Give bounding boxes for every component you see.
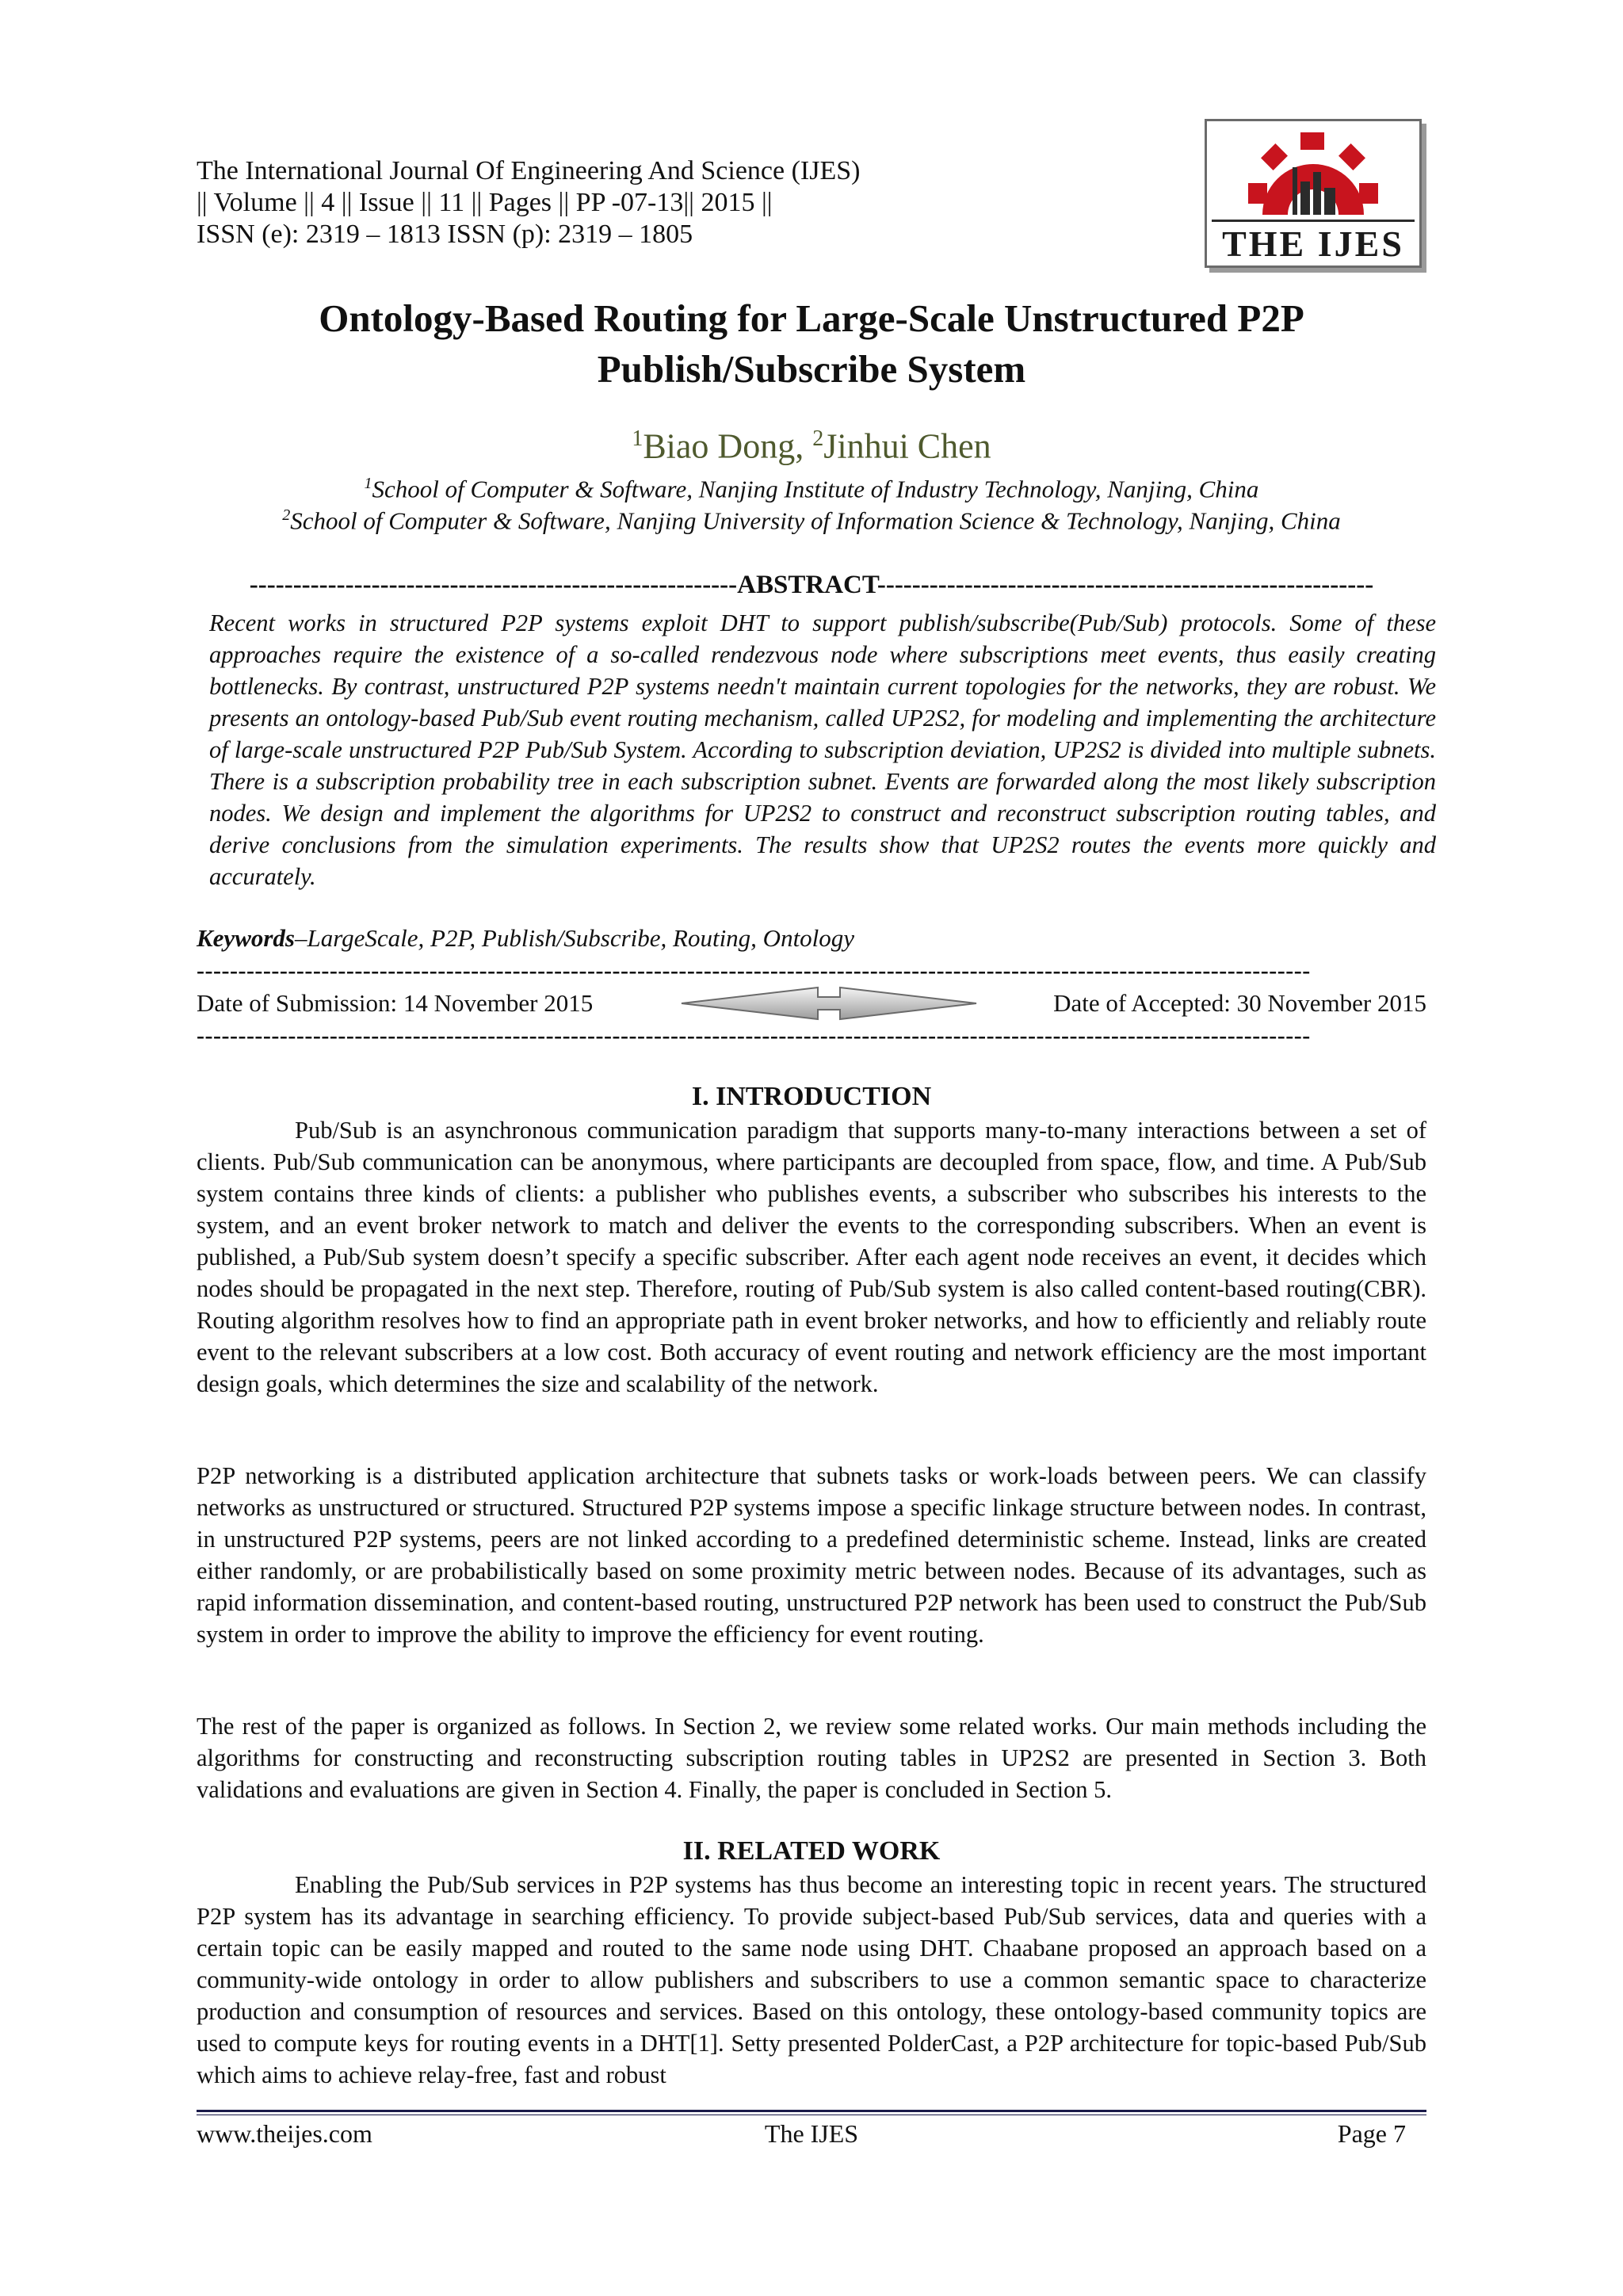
abstract-text: Recent works in structured P2P systems exploit DHT to support publish/subscribe(Pub/Sub) protocols. Some of these approaches require the existence of a so-called rendezvous node where subscriptions meet events, thus easily creating bottlenecks. By contrast, unstructured P2P systems needn't maintain current topologies for the networks, they are robust. We presents an ontology-based Pub/Sub event routing mechanism, called UP2S2, for modeling and implementing the architecture of large-scale unstructured P2P Pub/Sub System. According to subscription deviation, UP2S2 is divided into multiple subnets. There is a subscription probability tree in each subscription subnet. Events are forwarded along the most likely subscription nodes. We design and implement the algorithms for UP2S2 to construct and reconstruct subscription routing tables, and derive conclusions from the simulation experiments. The results show that UP2S2 routes the events more quickly and accurately.: [209, 609, 1436, 890]
section-related-work-heading: II. RELATED WORK: [682, 1836, 941, 1866]
divider-top: --------------------------------------------------------------------------------------------------------------------------------------: [197, 959, 1311, 983]
accepted-date: Date of Accepted: 30 November 2015: [1053, 989, 1426, 1017]
intro-paragraph-3: The rest of the paper is organized as follows. In Section 2, we review some related works. Our main methods including the algorithms for constructing and reconstructing subscription routing tables in UP2S2 are presented in Section 3. Both validations and evaluations are given in Section 4. Finally, the paper is concluded in Section 5.: [197, 1713, 1426, 1803]
keywords-text: –LargeScale, P2P, Publish/Subscribe, Routing, Ontology: [295, 924, 855, 952]
authors: [197, 418, 1426, 468]
title-line-1: Ontology-Based Routing for Large-Scale Unstructured P2P: [319, 296, 1304, 340]
paper-title: [197, 293, 1426, 395]
journal-volume: || Volume || 4 || Issue || 11 || Pages || PP -07-13|| 2015 ||: [197, 188, 773, 217]
intro-paragraph-1: Pub/Sub is an asynchronous communication paradigm that supports many-to-many interactions between a set of clients. Pub/Sub communication can be anonymous, where participants are decoupled from space, flow, and time. A Pub/Sub system contains three kinds of clients: a publisher who publishes events, a subscriber who subscribes his interests to the system, and an event broker network to match and deliver the events to the corresponding subscribers. When an event is published, a Pub/Sub system doesn’t specify a specific subscriber. After each agent node receives an event, it decides which nodes should be propagated in the next step. Therefore, routing of Pub/Sub system is also called content-based routing(CBR). Routing algorithm resolves how to find an appropriate path in event broker networks, and how to efficiently and reliably route event to the relevant subscribers at a low cost. Both accuracy of event routing and network efficiency are the most important design goals, which determines the size and scalability of the network.: [197, 1117, 1426, 1397]
related-work-paragraph-1: Enabling the Pub/Sub services in P2P systems has thus become an interesting topic in recent years. The structured P2P system has its advantage in searching efficiency. To provide subject-based Pub/Sub services, data and queries with a certain topic can be easily mapped and routed to the same node using DHT. Chaabane proposed an approach based on a community-wide ontology in order to allow publishers and subscribers to use a common semantic space to characterize production and consumption of resources and services. Based on this ontology, these ontology-based community topics are used to compute keys for routing events in a DHT[1]. Setty presented PolderCast, a P2P architecture for topic-based Pub/Sub which aims to achieve relay-free, fast and robust: [197, 1871, 1426, 2088]
divider-bottom: --------------------------------------------------------------------------------------------------------------------------------------: [197, 1024, 1311, 1048]
logo-text: THE IJES: [1222, 223, 1404, 264]
affiliation-1-sup: 1: [364, 475, 372, 492]
submission-date: Date of Submission: 14 November 2015: [197, 989, 594, 1017]
affiliation-1-text: School of Computer & Software, Nanjing Institute of Industry Technology, Nanjing, China: [372, 475, 1259, 503]
abstract-left-dashes: --------------------------------------------------------: [249, 571, 738, 599]
gear-icon: [1207, 121, 1419, 266]
author-2: Jinhui Chen: [823, 426, 991, 466]
keywords-label: Keywords: [197, 924, 295, 952]
abstract-right-dashes: ---------------------------------------------------------: [876, 571, 1374, 599]
affiliation-2-text: School of Computer & Software, Nanjing University of Information Science & Technology, Nanjing, China: [290, 506, 1341, 535]
affiliation-2-sup: 2: [282, 506, 291, 524]
keywords: [197, 923, 854, 954]
footer-rule: [197, 2110, 1426, 2112]
footer-website: www.theijes.com: [197, 2119, 372, 2148]
section-introduction-heading: I. INTRODUCTION: [691, 1082, 932, 1111]
page-footer: [197, 2118, 1426, 2149]
journal-header: [197, 155, 860, 250]
abstract-heading: ABSTRACT: [737, 571, 877, 599]
affiliation-2: [197, 499, 1426, 537]
footer-journal: The IJES: [764, 2119, 859, 2148]
footer-page-number: Page 7: [1337, 2119, 1406, 2148]
double-arrow-icon: [678, 981, 980, 1026]
author-1: Biao Dong,: [643, 426, 813, 466]
abstract-heading-line: [197, 569, 1426, 601]
ijes-logo: [1205, 119, 1422, 268]
author-2-sup: 2: [812, 426, 824, 451]
journal-name: The International Journal Of Engineering And Science (IJES): [197, 156, 861, 185]
journal-issn: ISSN (e): 2319 – 1813 ISSN (p): 2319 – 1805: [197, 220, 693, 249]
author-1-sup: 1: [632, 426, 643, 451]
intro-paragraph-2: P2P networking is a distributed application architecture that subnets tasks or work-loads between peers. We can classify networks as unstructured or structured. Structured P2P systems impose a specific linkage structure between nodes. In contrast, in unstructured P2P systems, peers are not linked according to a predefined deterministic scheme. Instead, links are created either randomly, or are probabilistically based on some proximity metric between nodes. Because of its advantages, such as rapid information dissemination, and content-based routing, unstructured P2P network has been used to construct the Pub/Sub system in order to improve the ability to improve the efficiency for event routing.: [197, 1462, 1426, 1648]
title-line-2: Publish/Subscribe System: [597, 347, 1026, 391]
dates-row: [197, 986, 1426, 1021]
